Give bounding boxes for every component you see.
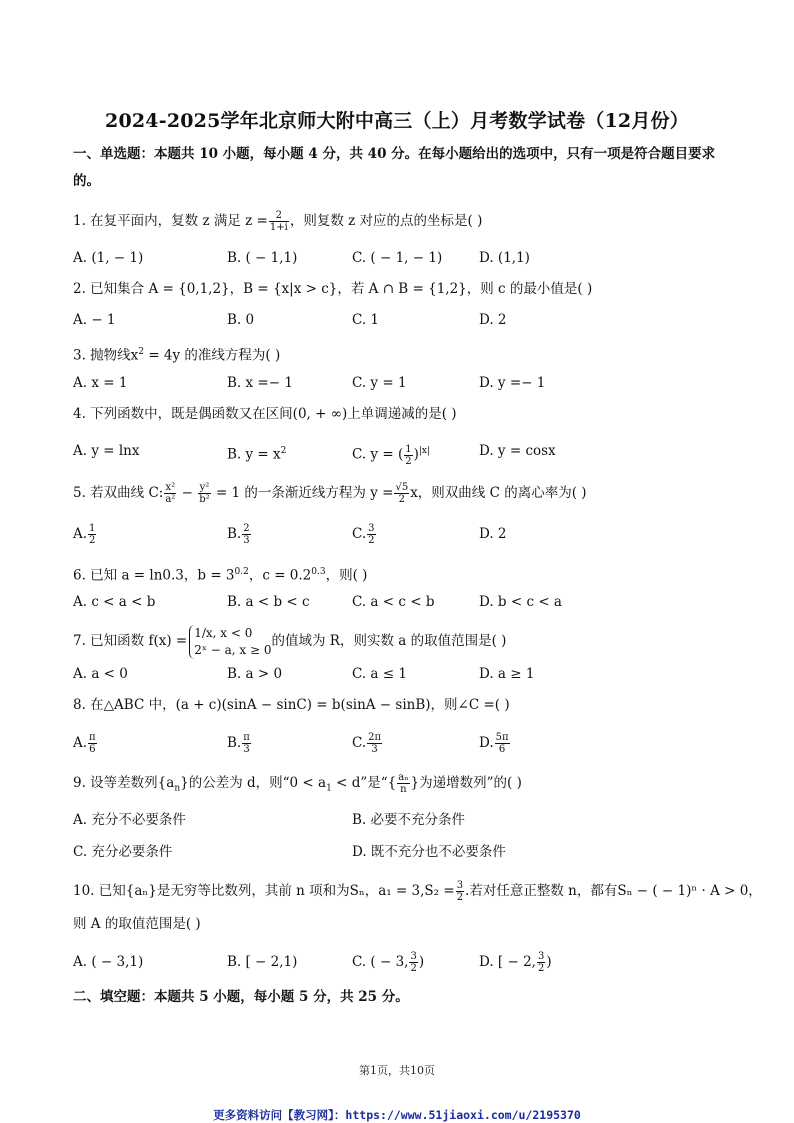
option-d[interactable]: D. 2 <box>479 526 507 542</box>
question-7-options <box>73 663 733 685</box>
option-c[interactable]: C. 充分必要条件 <box>73 844 173 860</box>
option-d[interactable]: D. 2 <box>479 312 507 328</box>
question-6-options <box>73 591 733 613</box>
resource-link[interactable]: 更多资料访问【教习网】：https://www.51jiaoxi.com/u/2195370 <box>213 1108 581 1122</box>
option-c[interactable]: C. ( − 1, − 1) <box>352 250 443 266</box>
option-a[interactable]: A. 充分不必要条件 <box>73 812 186 828</box>
option-d[interactable]: D. $\frac{5\pi}{6}$ <box>479 732 509 755</box>
section-1-line-2: 的。 <box>73 173 100 189</box>
option-c[interactable]: C. a < c < b <box>352 594 435 610</box>
question-2: 2. 已知集合 A = {0,1,2}，B = {x|x > c}，若 A ∩ B = {1,2}，则 c 的最小值是( ) <box>73 281 593 297</box>
question-6: 6. 已知 a = ln0.3，$b = 3^{0.2}$，$c = 0.2^{0.3}$，则( ) <box>73 567 368 584</box>
fraction: $\frac{2}{1+i}$ <box>269 210 288 233</box>
question-5: 5. 若双曲线 C: $\frac{\text{x²}}{\text{a²}}$ − $\frac{\text{y²}}{\text{b²}}$ = 1 的一条渐近线方程为 y = $\frac{√5}{2}$ x，则双曲线 C 的离心率为( ) <box>73 482 587 505</box>
option-c[interactable]: C. $\frac{2\pi}{3}$ <box>352 732 382 755</box>
option-b[interactable]: B. $\frac{2}{3}$ <box>227 523 250 546</box>
question-1-options <box>73 247 733 269</box>
option-a[interactable]: A. $\frac{\pi}{6}$ <box>73 732 96 755</box>
option-b[interactable]: B. a < b < c <box>227 594 310 610</box>
question-10-line-2: 则 A 的取值范围是( ) <box>73 916 201 932</box>
option-d[interactable]: D. y = cosx <box>479 443 556 459</box>
piecewise-brace: 1/x, x < 0 2ˣ − a, x ≥ 0 <box>189 625 271 659</box>
option-c[interactable]: C. 1 <box>352 312 380 328</box>
section-2-heading: 二、填空题：本题共 5 小题，每小题 5 分，共 25 分。 <box>73 989 409 1005</box>
page-title: 2024-2025学年北京师大附中高三（上）月考数学试卷（12月份） <box>105 110 689 132</box>
section-1-line-1: 一、单选题：本题共 10 小题，每小题 4 分，共 40 分。在每小题给出的选项中，只有一项是符合题目要求 <box>73 146 716 162</box>
option-d[interactable]: D. a ≥ 1 <box>479 666 535 682</box>
option-a[interactable]: A. a < 0 <box>73 666 128 682</box>
option-c[interactable]: C. a ≤ 1 <box>352 666 407 682</box>
option-c[interactable]: C. y = 1 <box>352 375 407 391</box>
question-9: 9. 设等差数列$\{a_n\}$的公差为 d，则“$0 < a_1 < d$”是“{ $\frac{\text{aₙ}}{n}$ }为递增数列”的( ) <box>73 772 522 795</box>
section-1-heading <box>73 141 733 195</box>
option-a[interactable]: A. − 1 <box>73 312 116 328</box>
question-8: 8. 在△ABC 中，(a + c)(sinA − sinC) = b(sinA − sinB)，则∠C =( ) <box>73 697 510 713</box>
question-3: 3. 抛物线$x^2 = 4y$ 的准线方程为( ) <box>73 347 281 364</box>
option-d[interactable]: D. y =− 1 <box>479 375 546 391</box>
option-a[interactable]: A. $\frac{1}{2}$ <box>73 523 96 546</box>
option-d[interactable]: D. b < c < a <box>479 594 562 610</box>
option-d[interactable]: D. 既不充分也不必要条件 <box>352 844 506 860</box>
option-c[interactable]: C. ( − 3, $\frac{3}{2}$ ) <box>352 951 425 974</box>
option-b[interactable]: B. $\frac{\pi}{3}$ <box>227 732 250 755</box>
option-a[interactable]: A. (1, − 1) <box>73 250 144 266</box>
option-d[interactable]: D. (1,1) <box>479 250 530 266</box>
option-a[interactable]: A. x = 1 <box>73 375 128 391</box>
question-2-options <box>73 309 733 331</box>
question-8-options <box>73 732 733 754</box>
option-b[interactable]: B. 必要不充分条件 <box>352 812 466 828</box>
question-10: 10. 已知{aₙ}是无穷等比数列，其前 n 项和为Sₙ，a₁ = 3,S₂ = $\frac{3}{2}$ .若对任意正整数 n，都有Sₙ − ( − 1)ⁿ · A > 0， <box>73 880 762 903</box>
page-footer: 第1页，共10页 <box>359 1064 435 1077</box>
option-d[interactable]: D. [ − 2, $\frac{3}{2}$ ) <box>479 951 552 974</box>
option-a[interactable]: A. c < a < b <box>73 594 156 610</box>
question-9-options-row-2 <box>73 841 733 863</box>
question-9-options <box>73 809 733 831</box>
option-b[interactable]: B. 0 <box>227 312 255 328</box>
option-b[interactable]: B. ( − 1,1) <box>227 250 298 266</box>
question-4-options <box>73 440 733 467</box>
option-a[interactable]: A. y = lnx <box>73 443 140 459</box>
question-10-options <box>73 951 733 973</box>
option-b[interactable]: B. a > 0 <box>227 666 283 682</box>
option-c[interactable]: C. $\frac{3}{2}$ <box>352 523 375 546</box>
option-b[interactable]: B. $y = x^2$ <box>227 446 287 463</box>
question-5-options <box>73 523 733 545</box>
option-c[interactable]: C. y = ( $\frac{1}{2}$ )$^{|x|}$ <box>352 443 431 467</box>
question-4: 4. 下列函数中，既是偶函数又在区间(0, + ∞)上单调递减的是( ) <box>73 406 457 422</box>
option-b[interactable]: B. [ − 2,1) <box>227 954 298 970</box>
question-1: 1. 在复平面内，复数 z 满足 z = $\frac{2}{1+i}$ ，则复数 z 对应的点的坐标是( ) <box>73 210 483 233</box>
option-b[interactable]: B. x =− 1 <box>227 375 293 391</box>
question-3-options <box>73 372 733 394</box>
question-7: 7. 已知函数 f(x) = 1/x, x < 0 2ˣ − a, x ≥ 0 的值域为 R，则实数 a 的取值范围是( ) <box>73 625 507 657</box>
option-a[interactable]: A. ( − 3,1) <box>73 954 144 970</box>
